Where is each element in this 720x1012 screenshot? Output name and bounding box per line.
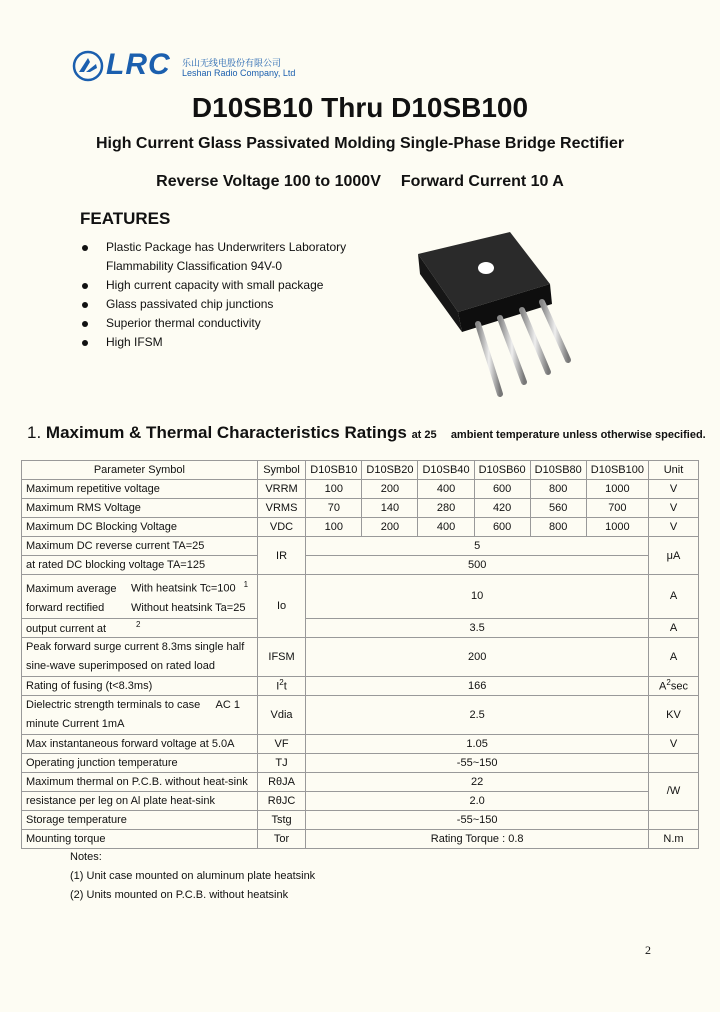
ratings-table: [21, 460, 699, 849]
section-title: 1. Maximum & Thermal Characteristics Ratings at 25 ambient temperature unless otherwise specified.: [27, 423, 706, 442]
table-row: Storage temperature Tstg -55~150: [22, 810, 699, 829]
notes-heading: Notes:: [70, 851, 102, 863]
lrc-logo-icon: [72, 50, 104, 82]
table-row: Peak forward surge current 8.3ms single half sine-wave superimposed on rated load IFSM 200 A: [22, 637, 699, 676]
bullet-icon: [82, 340, 88, 346]
bullet-icon: [82, 302, 88, 308]
forward-current-rating: Forward Current 10 A: [400, 173, 564, 190]
table-row: Mounting torque Tor Rating Torque : 0.8 N.m: [22, 829, 699, 848]
summary-ratings: [0, 173, 720, 191]
note-item: (2) Units mounted on P.C.B. without heatsink: [70, 889, 289, 901]
note-item: (1) Unit case mounted on aluminum plate heatsink: [70, 870, 316, 882]
notes: [70, 848, 315, 905]
bullet-icon: [82, 321, 88, 327]
table-row: Maximum repetitive voltage VRRM 100 200 400 600 800 1000 V: [22, 480, 699, 499]
table-row: Operating junction temperature TJ -55~150: [22, 753, 699, 772]
feature-item: High current capacity with small package: [80, 276, 346, 295]
table-row: output current at $^2$ 3.5 A: [22, 618, 699, 637]
table-row: Dielectric strength terminals to case AC 1 minute Current 1mA Vdia 2.5 KV: [22, 695, 699, 734]
bridge-rectifier-package-image: [400, 224, 600, 404]
table-header-row: Parameter Symbol Symbol D10SB10 D10SB20 D10SB40 D10SB60 D10SB80 D10SB100 Unit: [22, 461, 699, 480]
bullet-icon: [82, 245, 88, 251]
table-row: Maximum DC Blocking Voltage VDC 100 200 400 600 800 1000 V: [22, 518, 699, 537]
features-heading: FEATURES: [80, 209, 171, 228]
table-row: Maximum DC reverse current TA=25 IR 5 μA: [22, 537, 699, 556]
document-title: D10SB10 Thru D10SB100: [191, 92, 529, 123]
table-row: Maximum thermal on P.C.B. without heat-sink RθJA 22 /W: [22, 772, 699, 791]
company-chinese-name: 乐山无线电股份有限公司: [182, 58, 282, 68]
document-subtitle: High Current Glass Passivated Molding Single-Phase Bridge Rectifier: [95, 135, 625, 152]
company-logo: [72, 48, 312, 88]
features-list: [80, 238, 346, 352]
logo-text: LRC: [106, 48, 171, 81]
feature-item: High IFSM: [80, 333, 346, 352]
company-english-name: Leshan Radio Company, Ltd: [182, 68, 296, 78]
reverse-voltage-rating: Reverse Voltage 100 to 1000V: [156, 173, 381, 190]
page-number: 2: [645, 943, 651, 957]
feature-item: Plastic Package has Underwriters Laboratory Flammability Classification 94V-0: [80, 238, 346, 276]
feature-item: Superior thermal conductivity: [80, 314, 346, 333]
table-row: Max instantaneous forward voltage at 5.0A VF 1.05 V: [22, 734, 699, 753]
table-row: Maximum average With heatsink Tc=100 $^1$ forward rectified Without heatsink Ta=25 Io 10 A: [22, 575, 699, 619]
table-row: resistance per leg on Al plate heat-sink RθJC 2.0: [22, 791, 699, 810]
table-row: Rating of fusing (t<8.3ms) $I^2t$ 166 $A^2\sec$: [22, 676, 699, 695]
bullet-icon: [82, 283, 88, 289]
feature-item: Glass passivated chip junctions: [80, 295, 346, 314]
table-row: Maximum RMS Voltage VRMS 70 140 280 420 560 700 V: [22, 499, 699, 518]
table-row: at rated DC blocking voltage TA=125 500: [22, 556, 699, 575]
